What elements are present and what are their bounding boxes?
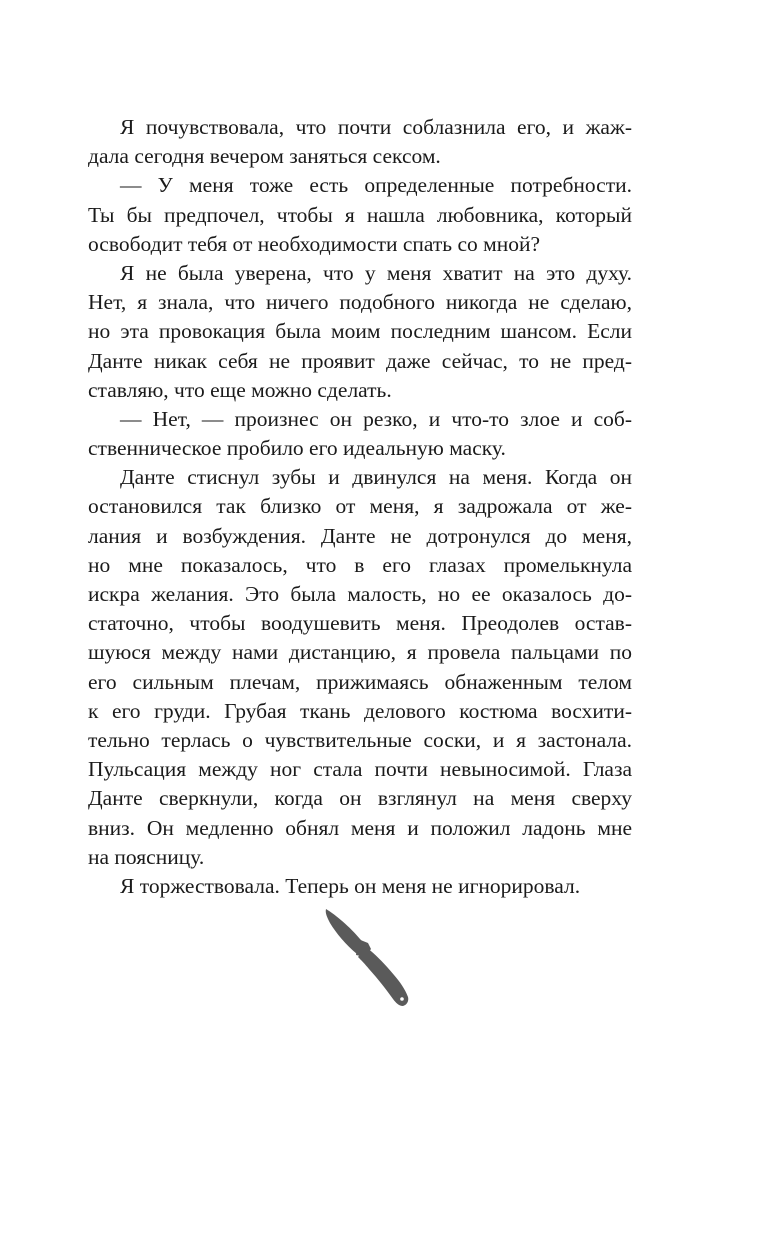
text-line: искра желания. Это была малость, но ее оказалось до- — [88, 582, 632, 606]
paragraph — [88, 872, 632, 901]
text-line: ственническое пробило его идеальную маску. — [88, 436, 506, 461]
paragraph — [88, 405, 632, 463]
text-line: лания и возбуждения. Данте не дотронулся до меня, — [88, 523, 632, 548]
text-line: — Нет, — произнес он резко, и что-то злое и соб- — [120, 406, 632, 431]
text-line: Данте никак себя не проявит даже сейчас, то не пред- — [88, 348, 632, 373]
text-line: Я почувствовала, что почти соблазнила его, и жаж- — [120, 115, 632, 139]
text-line: тельно терлась о чувствительные соски, и я застонала. — [88, 727, 632, 752]
text-line: остановился так близко от меня, я задрожала от же- — [88, 494, 632, 519]
text-line: Ты бы предпочел, чтобы я нашла любовника, который — [88, 202, 632, 227]
text-line: освободит тебя от необходимости спать со мной? — [88, 231, 541, 256]
text-block — [88, 113, 632, 901]
paragraph — [88, 463, 632, 872]
text-line: вниз. Он медленно обнял меня и положил ладонь мне — [88, 815, 632, 840]
paragraph — [88, 259, 632, 405]
text-line: Я не была уверена, что у меня хватит на это духу. — [120, 260, 632, 285]
text-line: Нет, я знала, что ничего подобного никогда не сделаю, — [88, 290, 632, 315]
text-line: к его груди. Грубая ткань делового костюма восхити- — [88, 698, 632, 723]
text-line: дала сегодня вечером заняться сексом. — [88, 144, 441, 169]
text-line: шуюся между нами дистанцию, я провела пальцами по — [88, 640, 632, 665]
text-line: статочно, чтобы воодушевить меня. Преодолев остав- — [88, 611, 632, 636]
text-line: Пульсация между ног стала почти невыносимой. Глаза — [88, 757, 632, 782]
text-line: но мне показалось, что в его глазах промелькнула — [88, 552, 632, 577]
paragraph — [88, 113, 632, 171]
text-line: его сильным плечам, прижимаясь обнаженным телом — [88, 669, 632, 694]
text-line: — У меня тоже есть определенные потребности. — [120, 173, 632, 198]
text-line: Данте стиснул зубы и двинулся на меня. Когда он — [120, 465, 632, 490]
folding-knife-icon — [322, 905, 414, 1013]
text-line: Данте сверкнули, когда он взглянул на меня сверху — [88, 786, 632, 811]
text-line: ставляю, что еще можно сделать. — [88, 377, 392, 402]
text-line: на поясницу. — [88, 844, 205, 869]
paragraph — [88, 171, 632, 259]
text-line: Я торжествовала. Теперь он меня не игнорировал. — [120, 873, 581, 898]
text-line: но эта провокация была моим последним шансом. Если — [88, 319, 632, 344]
